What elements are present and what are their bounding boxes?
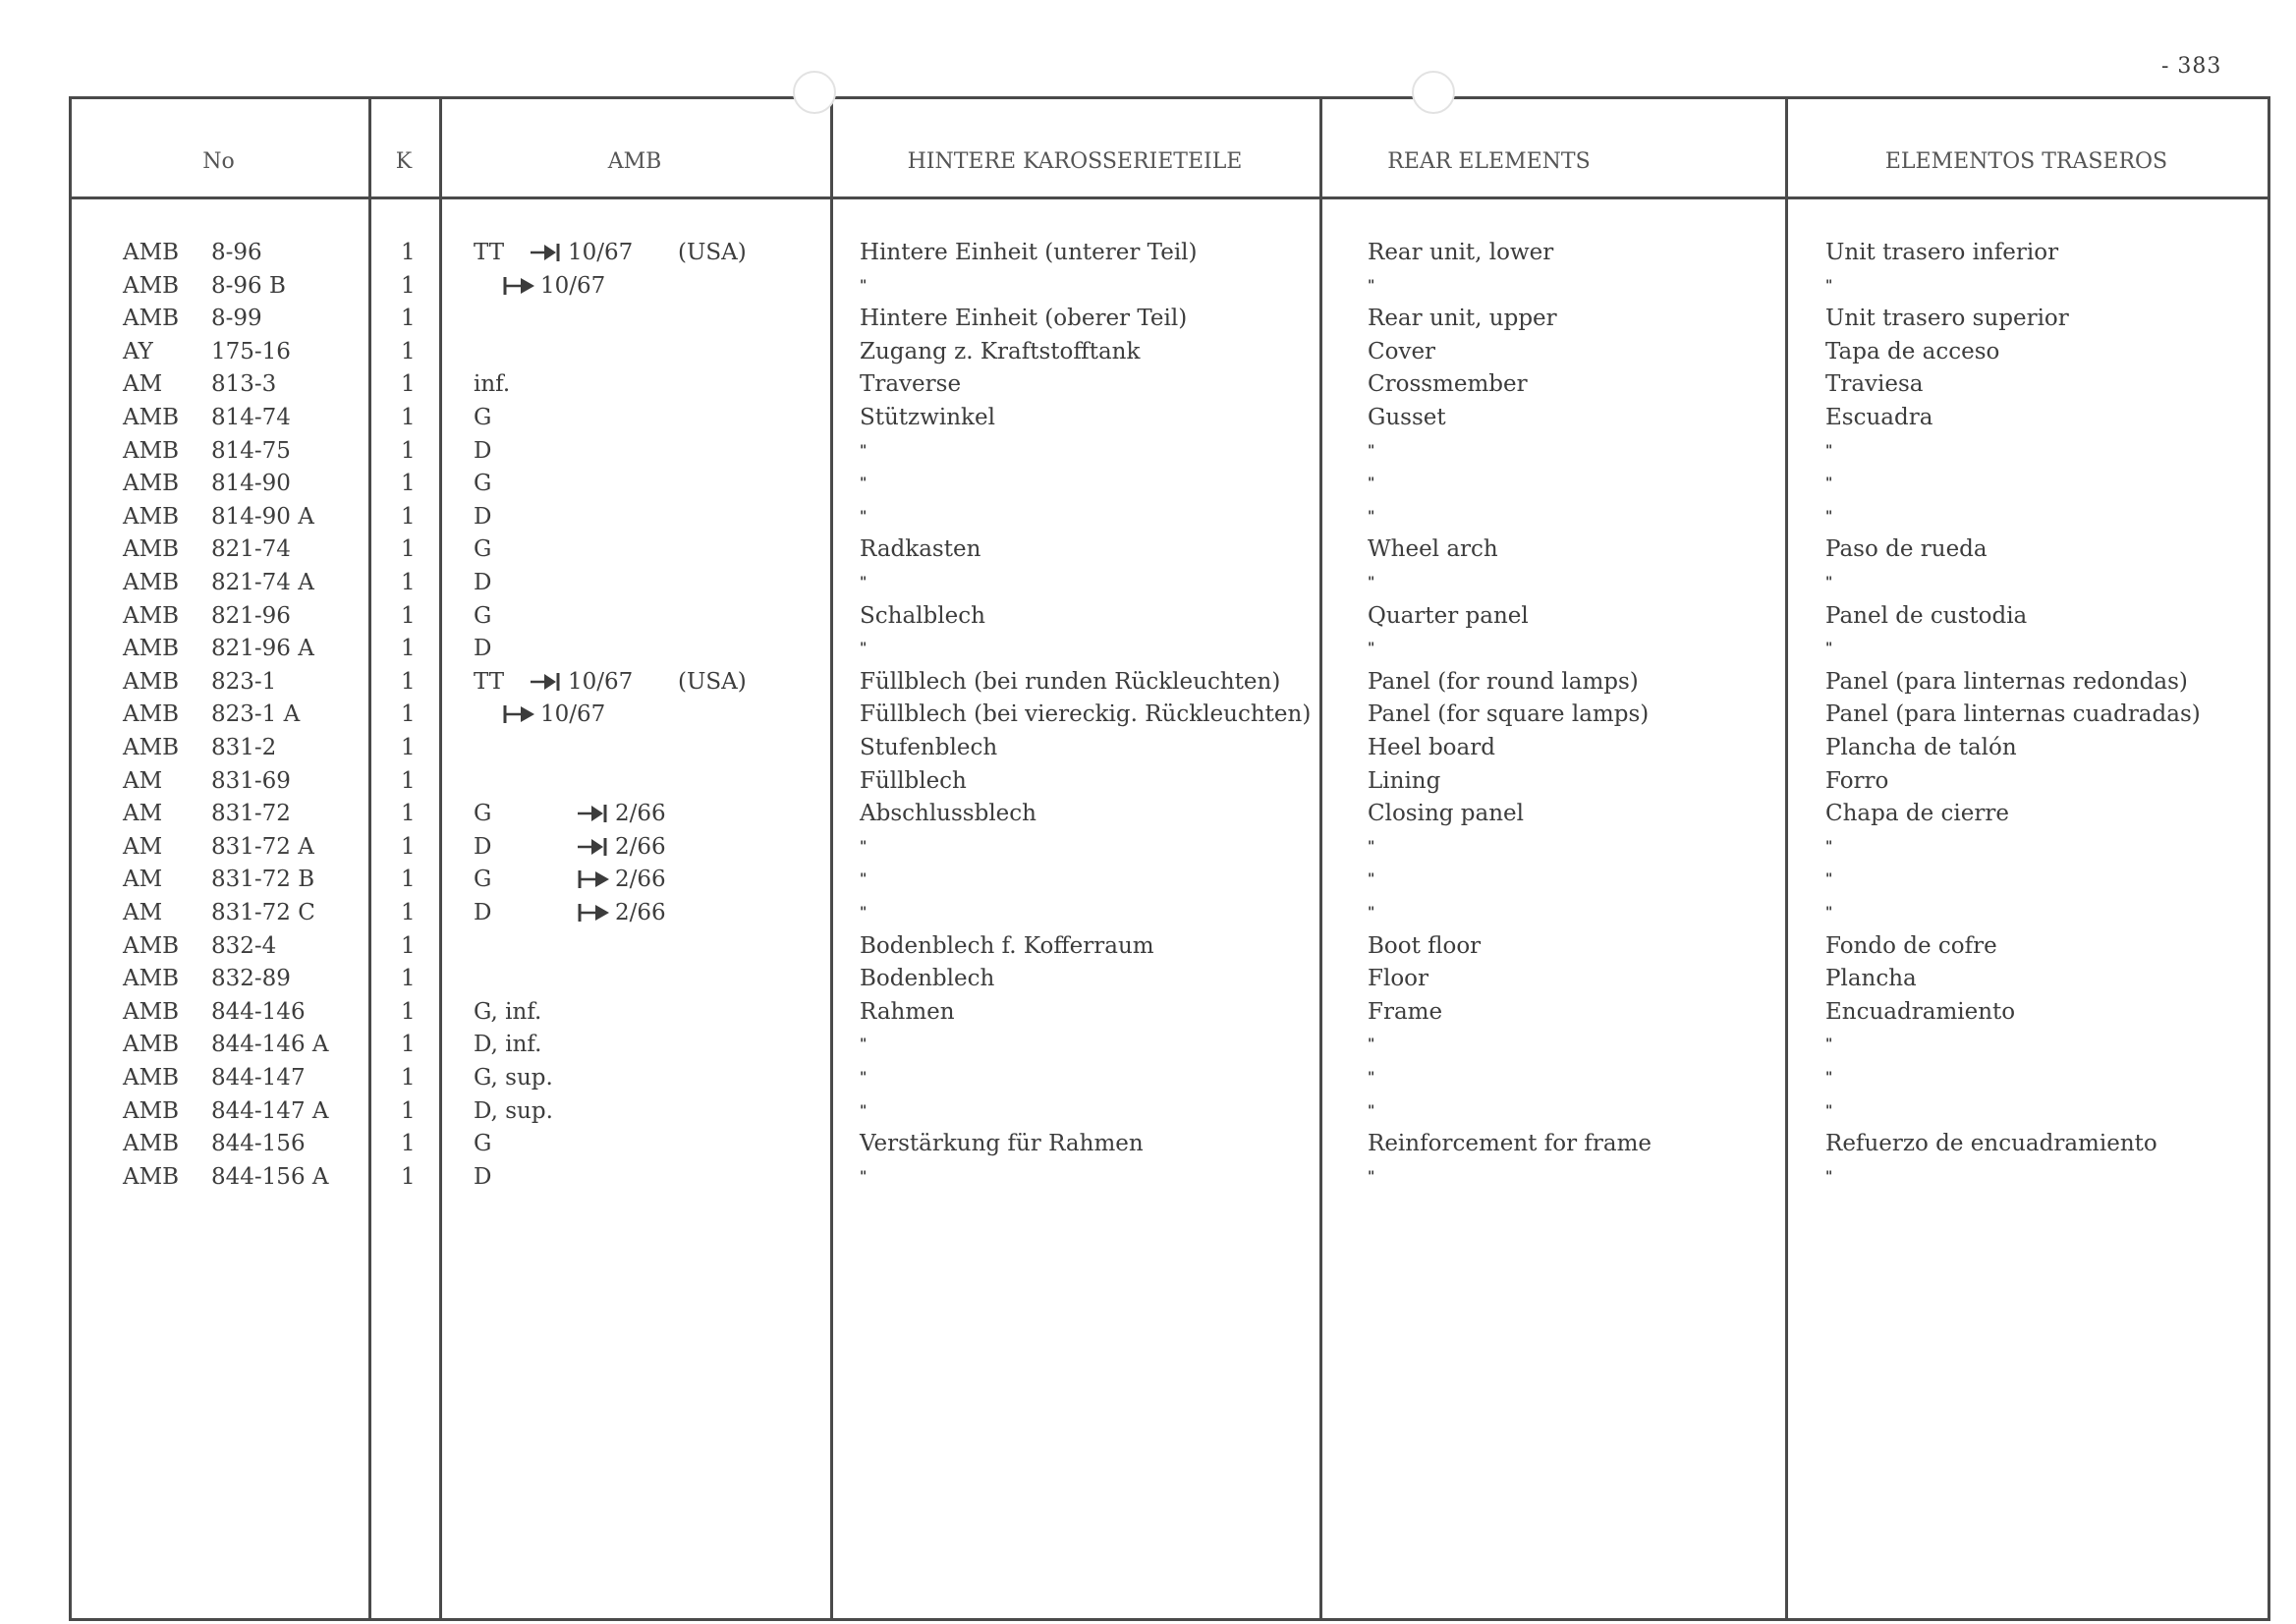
part-number: 823-1 [211,668,277,695]
header-k: K [395,149,413,174]
spanish-description: Refuerzo de encuadramiento [1825,1131,2157,1157]
quantity: 1 [401,932,416,959]
part-prefix: AMB [123,1065,180,1091]
amb-note: D, sup. [474,1097,553,1124]
part-number: 831-72 [211,801,291,827]
part-number: 831-72 B [211,867,315,893]
amb-note: G [474,471,492,497]
quantity: 1 [401,636,416,662]
quantity: 1 [401,867,416,893]
part-number: 831-69 [211,767,291,794]
header-no: No [202,149,235,174]
spanish-description: Panel (para linternas redondas) [1825,668,2188,695]
german-description: " [860,1168,868,1185]
part-prefix: AY [123,338,153,364]
german-description: Hintere Einheit (unterer Teil) [860,240,1198,265]
part-number: 823-1 A [211,701,301,728]
part-number: 814-74 [211,405,291,430]
english-description: " [1368,1036,1376,1053]
german-description: Verstärkung für Rahmen [860,1131,1144,1157]
spanish-description: " [1825,1070,1834,1086]
amb-note: G [474,867,492,893]
part-prefix: AMB [123,471,180,497]
part-prefix: AMB [123,668,180,695]
amb-note: D [474,437,492,464]
amb-region: (USA) [678,240,747,265]
amb-note: D [474,503,492,530]
english-description: Wheel arch [1368,536,1498,563]
english-description: Heel board [1368,735,1495,760]
part-number: 831-72 C [211,900,315,925]
part-prefix: AMB [123,966,180,992]
german-description: Stufenblech [860,735,998,760]
quantity: 1 [401,966,416,992]
spanish-description: Fondo de cofre [1825,932,1997,959]
part-number: 831-72 A [211,833,314,860]
english-description: " [1368,476,1376,492]
english-description: " [1368,277,1376,294]
english-description: Crossmember [1368,371,1528,398]
part-prefix: AMB [123,998,180,1025]
header-spanish: ELEMENTOS TRASEROS [1884,149,2168,174]
spanish-description: Plancha de talón [1825,735,2017,760]
part-number: 844-146 [211,998,306,1025]
amb-note: D [474,900,492,925]
english-description: Gusset [1368,405,1446,430]
german-description: Traverse [860,371,962,398]
english-description: " [1368,1168,1376,1185]
part-prefix: AMB [123,536,180,563]
amb-note: D [474,1163,492,1190]
amb-note: G [474,801,492,827]
spanish-description: " [1825,277,1834,294]
amb-note: TT [474,240,505,265]
spanish-description: " [1825,1036,1834,1053]
part-number: 821-96 [211,602,291,629]
amb-note: D [474,636,492,662]
german-description: " [860,641,868,657]
english-description: Boot floor [1368,932,1482,959]
amb-note: D [474,570,492,595]
quantity: 1 [401,668,416,695]
amb-note: G [474,405,492,430]
part-prefix: AM [123,900,163,925]
quantity: 1 [401,1131,416,1157]
quantity: 1 [401,306,416,332]
german-description: Bodenblech f. Kofferraum [860,932,1154,959]
part-number: 821-74 [211,536,291,563]
german-description: Abschlussblech [860,801,1036,827]
german-description: " [860,476,868,492]
part-number: 844-147 [211,1065,306,1091]
start-arrow-icon [503,275,538,301]
col-divider [2268,96,2270,1621]
german-description: Hintere Einheit (oberer Teil) [860,306,1188,332]
part-prefix: AMB [123,701,180,728]
part-prefix: AMB [123,1032,180,1058]
german-description: Stützwinkel [860,405,995,430]
quantity: 1 [401,570,416,595]
english-description: Closing panel [1368,801,1525,827]
amb-note: D [474,833,492,860]
header-english: REAR ELEMENTS [1387,149,1591,174]
spanish-description: Paso de rueda [1825,536,1988,563]
spanish-description: Escuadra [1825,405,1933,430]
part-prefix: AMB [123,1131,180,1157]
spanish-description: Unit trasero inferior [1825,240,2059,265]
punch-hole [793,71,836,114]
english-description: " [1368,508,1376,525]
amb-date: 10/67 [568,240,634,265]
english-description: " [1368,575,1376,590]
part-prefix: AMB [123,570,180,595]
german-description: " [860,1102,868,1119]
english-description: " [1368,871,1376,888]
amb-note: G [474,1131,492,1157]
amb-date: 10/67 [540,701,606,728]
german-description: " [860,575,868,590]
part-prefix: AM [123,767,163,794]
part-prefix: AMB [123,932,180,959]
quantity: 1 [401,240,416,265]
spanish-description: Traviesa [1825,371,1924,398]
part-prefix: AMB [123,735,180,760]
german-description: Füllblech [860,767,967,794]
german-description: " [860,442,868,459]
amb-date: 2/66 [615,900,666,925]
part-number: 813-3 [211,371,277,398]
part-prefix: AMB [123,272,180,299]
amb-note: TT [474,668,505,695]
part-prefix: AMB [123,240,180,265]
quantity: 1 [401,701,416,728]
amb-note: G [474,536,492,563]
quantity: 1 [401,1065,416,1091]
part-number: 831-2 [211,735,277,760]
header-bottom-border [69,196,2269,199]
english-description: " [1368,838,1376,855]
part-prefix: AMB [123,503,180,530]
spanish-description: Chapa de cierre [1825,801,2009,827]
amb-date: 2/66 [615,833,666,860]
quantity: 1 [401,437,416,464]
spanish-description: " [1825,905,1834,921]
quantity: 1 [401,338,416,364]
col-divider [69,96,72,1621]
amb-region: (USA) [678,668,747,695]
quantity: 1 [401,735,416,760]
col-divider [439,96,442,1621]
part-number: 821-74 A [211,570,314,595]
part-number: 832-4 [211,932,277,959]
german-description: " [860,508,868,525]
quantity: 1 [401,272,416,299]
spanish-description: " [1825,838,1834,855]
german-description: Bodenblech [860,966,995,992]
english-description: " [1368,641,1376,657]
german-description: Zugang z. Kraftstofftank [860,338,1141,364]
english-description: Reinforcement for frame [1368,1131,1652,1157]
amb-note: G, sup. [474,1065,553,1091]
part-prefix: AMB [123,306,180,332]
part-prefix: AM [123,833,163,860]
quantity: 1 [401,371,416,398]
spanish-description: " [1825,1102,1834,1119]
german-description: Füllblech (bei runden Rückleuchten) [860,668,1281,695]
spanish-description: Plancha [1825,966,1917,992]
german-description: Füllblech (bei viereckig. Rückleuchten) [860,701,1312,728]
german-description: " [860,1070,868,1086]
end-arrow-icon [578,836,613,862]
header-amb: AMB [607,149,662,174]
end-arrow-icon [531,242,566,267]
spanish-description: " [1825,575,1834,590]
english-description: " [1368,442,1376,459]
header-german: HINTERE KAROSSERIETEILE [907,149,1243,174]
german-description: " [860,277,868,294]
part-prefix: AMB [123,405,180,430]
part-prefix: AM [123,801,163,827]
quantity: 1 [401,998,416,1025]
quantity: 1 [401,503,416,530]
amb-date: 10/67 [540,272,606,299]
amb-date: 2/66 [615,801,666,827]
german-description: " [860,871,868,888]
table-bottom-border [69,1618,2269,1621]
english-description: Rear unit, upper [1368,306,1557,332]
end-arrow-icon [578,803,613,828]
spanish-description: Encuadramiento [1825,998,2016,1025]
english-description: " [1368,905,1376,921]
punch-hole [1412,71,1455,114]
spanish-description: " [1825,871,1834,888]
english-description: Cover [1368,338,1436,364]
spanish-description: Tapa de acceso [1825,338,2000,364]
part-prefix: AMB [123,602,180,629]
quantity: 1 [401,536,416,563]
col-divider [830,96,833,1621]
spanish-description: " [1825,1168,1834,1185]
part-prefix: AMB [123,1163,180,1190]
part-number: 175-16 [211,338,291,364]
english-description: Panel (for square lamps) [1368,701,1650,728]
start-arrow-icon [578,902,613,927]
start-arrow-icon [578,868,613,894]
part-number: 814-90 [211,471,291,497]
amb-note: inf. [474,371,511,398]
quantity: 1 [401,405,416,430]
english-description: Lining [1368,767,1441,794]
part-number: 8-96 B [211,272,286,299]
german-description: Schalblech [860,602,985,629]
spanish-description: " [1825,476,1834,492]
amb-date: 10/67 [568,668,634,695]
german-description: " [860,1036,868,1053]
english-description: " [1368,1102,1376,1119]
amb-note: D, inf. [474,1032,542,1058]
german-description: Radkasten [860,536,981,563]
english-description: Floor [1368,966,1429,992]
quantity: 1 [401,767,416,794]
col-divider [1785,96,1788,1621]
english-description: Frame [1368,998,1443,1025]
quantity: 1 [401,1032,416,1058]
end-arrow-icon [531,671,566,697]
english-description: Rear unit, lower [1368,240,1554,265]
spanish-description: Panel (para linternas cuadradas) [1825,701,2201,728]
spanish-description: Unit trasero superior [1825,306,2069,332]
spanish-description: Forro [1825,767,1889,794]
quantity: 1 [401,833,416,860]
part-prefix: AMB [123,636,180,662]
part-prefix: AMB [123,437,180,464]
part-number: 8-99 [211,306,262,332]
part-number: 844-156 A [211,1163,329,1190]
quantity: 1 [401,602,416,629]
german-description: Rahmen [860,998,955,1025]
part-number: 844-156 [211,1131,306,1157]
quantity: 1 [401,1163,416,1190]
spanish-description: " [1825,508,1834,525]
amb-note: G [474,602,492,629]
quantity: 1 [401,900,416,925]
part-prefix: AM [123,371,163,398]
quantity: 1 [401,1097,416,1124]
english-description: Panel (for round lamps) [1368,668,1639,695]
spanish-description: " [1825,641,1834,657]
spanish-description: " [1825,442,1834,459]
page-number: - 383 [2161,54,2222,79]
part-number: 844-147 A [211,1097,329,1124]
part-prefix: AMB [123,1097,180,1124]
english-description: " [1368,1070,1376,1086]
part-number: 832-89 [211,966,291,992]
part-number: 814-75 [211,437,291,464]
quantity: 1 [401,801,416,827]
part-number: 8-96 [211,240,262,265]
amb-date: 2/66 [615,867,666,893]
spanish-description: Panel de custodia [1825,602,2028,629]
german-description: " [860,905,868,921]
col-divider [368,96,371,1621]
start-arrow-icon [503,703,538,729]
german-description: " [860,838,868,855]
table-top-border [69,96,2269,99]
amb-note: G, inf. [474,998,542,1025]
col-divider [1319,96,1322,1621]
part-number: 844-146 A [211,1032,329,1058]
part-number: 814-90 A [211,503,314,530]
part-number: 821-96 A [211,636,314,662]
part-prefix: AM [123,867,163,893]
quantity: 1 [401,471,416,497]
english-description: Quarter panel [1368,602,1529,629]
